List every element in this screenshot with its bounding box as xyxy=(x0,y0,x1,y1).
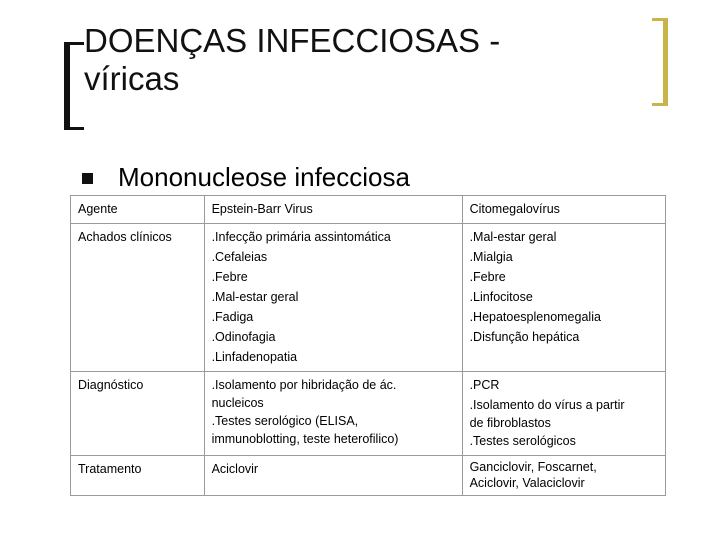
table-cell xyxy=(204,196,462,224)
cell-line: .Isolamento do vírus a partir xyxy=(469,398,625,412)
comparison-table xyxy=(70,195,666,496)
cell-line: .Infecção primária assintomática xyxy=(211,230,391,244)
slide-title-line-1: DOENÇAS INFECCIOSAS - xyxy=(84,22,501,59)
slide-title-line-2: víricas xyxy=(84,60,180,97)
row-label: Agente xyxy=(71,196,205,224)
cell-line: Aciclovir, Valaciclovir xyxy=(469,476,585,490)
cell-line: .Hepatoesplenomegalia xyxy=(469,310,601,324)
cell-line: .Linfadenopatia xyxy=(211,350,298,364)
table-row-tratamento xyxy=(71,456,666,496)
table-cell xyxy=(462,196,665,224)
table-cell xyxy=(462,372,665,456)
cell-line: .Testes serológicos xyxy=(469,434,576,448)
cell-line: .Febre xyxy=(211,270,248,284)
slide-title xyxy=(84,22,644,98)
cell-line: .PCR xyxy=(469,378,500,392)
table-row-diagnostico xyxy=(71,372,666,456)
cell-line: Citomegalovírus xyxy=(469,202,560,216)
row-label: Diagnóstico xyxy=(71,372,205,456)
cell-line: .Odinofagia xyxy=(211,330,276,344)
cell-line: .Linfocitose xyxy=(469,290,533,304)
cell-line: Aciclovir xyxy=(211,462,259,476)
cell-line: .Fadiga xyxy=(211,310,254,324)
cell-line: Ganciclovir, Foscarnet, xyxy=(469,460,597,474)
cell-line: nucleicos xyxy=(211,396,264,410)
cell-line: Epstein-Barr Virus xyxy=(211,202,313,216)
cell-line: .Testes serológico (ELISA, xyxy=(211,414,359,428)
table-cell xyxy=(462,456,665,496)
cell-line: .Cefaleias xyxy=(211,250,268,264)
cell-line: de fibroblastos xyxy=(469,416,551,430)
bullet-text: Mononucleose infecciosa xyxy=(118,162,410,192)
row-label: Tratamento xyxy=(71,456,205,496)
table-cell xyxy=(204,456,462,496)
square-bullet-icon xyxy=(82,173,93,184)
title-bracket-right xyxy=(652,18,668,106)
table-row-achados-clinicos xyxy=(71,224,666,372)
table-cell xyxy=(462,224,665,372)
cell-line: .Febre xyxy=(469,270,506,284)
cell-line: .Mal-estar geral xyxy=(469,230,557,244)
cell-line: .Mialgia xyxy=(469,250,513,264)
table-row-agente xyxy=(71,196,666,224)
table-cell xyxy=(204,224,462,372)
table-cell xyxy=(204,372,462,456)
cell-line: immunoblotting, teste heterofilico) xyxy=(211,432,399,446)
title-bracket-left xyxy=(64,42,84,130)
cell-line: .Disfunção hepática xyxy=(469,330,580,344)
row-label: Achados clínicos xyxy=(71,224,205,372)
cell-line: .Isolamento por hibridação de ác. xyxy=(211,378,397,392)
cell-line: .Mal-estar geral xyxy=(211,290,299,304)
